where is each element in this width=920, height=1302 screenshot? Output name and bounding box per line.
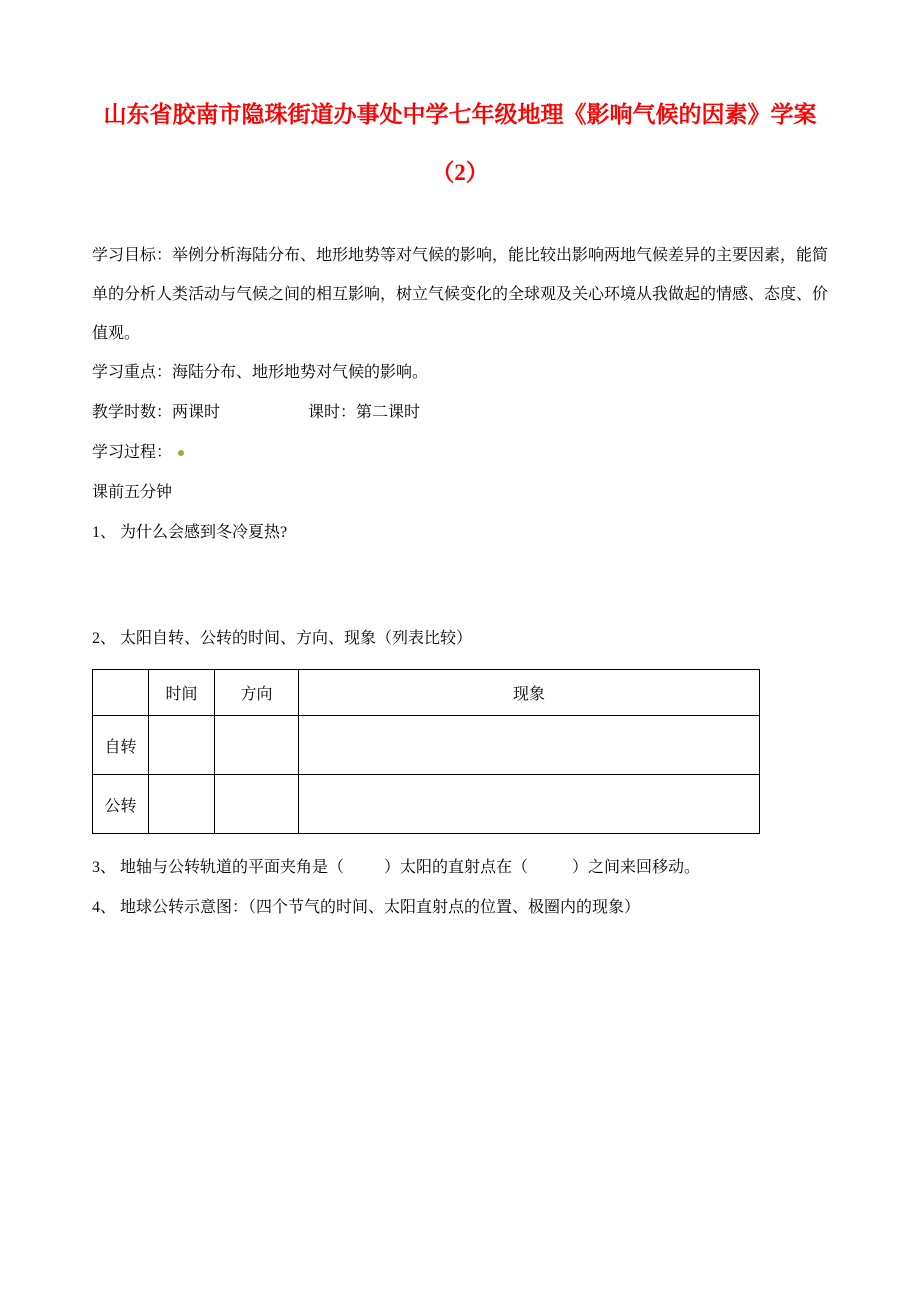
table-cell-empty — [215, 775, 299, 834]
document-title-line2: （2） — [431, 160, 489, 185]
document-title-line1: 山东省胶南市隐珠街道办事处中学七年级地理《影响气候的因素》学案 — [103, 102, 817, 127]
question-3: 3、 地轴与公转轨道的平面夹角是（ ）太阳的直射点在（ ）之间来回移动。 — [92, 859, 701, 876]
table-cell-empty — [299, 716, 760, 775]
pre-class-line: 课前五分钟 — [92, 484, 173, 501]
rotation-revolution-comparison-table — [92, 669, 760, 834]
table-header-cell-phenomenon: 现象 — [299, 670, 760, 716]
learning-keypoint-line: 学习重点：海陆分布、地形地势对气候的影响。 — [92, 364, 429, 381]
session-label: 课时：第二课时 — [308, 404, 421, 421]
table-row-rotation — [93, 716, 760, 775]
table-cell-empty — [149, 716, 215, 775]
teaching-hours-label: 教学时数：两课时 — [92, 404, 221, 421]
table-cell-empty — [299, 775, 760, 834]
table-cell-empty — [149, 775, 215, 834]
table-cell-empty — [215, 716, 299, 775]
table-header-cell-time: 时间 — [149, 670, 215, 716]
table-header-cell-direction: 方向 — [215, 670, 299, 716]
teaching-hours-line — [92, 393, 828, 433]
table-header-row — [93, 670, 760, 716]
table-row-revolution — [93, 775, 760, 834]
table-header-cell-blank — [93, 670, 149, 716]
row-label-revolution: 公转 — [93, 775, 149, 834]
question-4: 4、 地球公转示意图：（四个节气的时间、太阳直射点的位置、极圈内的现象） — [92, 899, 641, 916]
question-1: 1、 为什么会感到冬冷夏热? — [92, 524, 288, 541]
row-label-rotation: 自转 — [93, 716, 149, 775]
question-2: 2、 太阳自转、公转的时间、方向、现象（列表比较） — [92, 630, 473, 647]
learning-objective-paragraph: 学习目标：举例分析海陆分布、地形地势等对气候的影响，能比较出影响两地气候差异的主要因素，能简单的分析人类活动与气候之间的相互影响，树立气候变化的全球观及关心环境从我做起的情感、态度、价值观。 — [92, 247, 829, 342]
learning-process-line — [92, 433, 828, 473]
stray-green-mark — [178, 450, 184, 456]
learning-process-label: 学习过程： — [92, 444, 173, 461]
